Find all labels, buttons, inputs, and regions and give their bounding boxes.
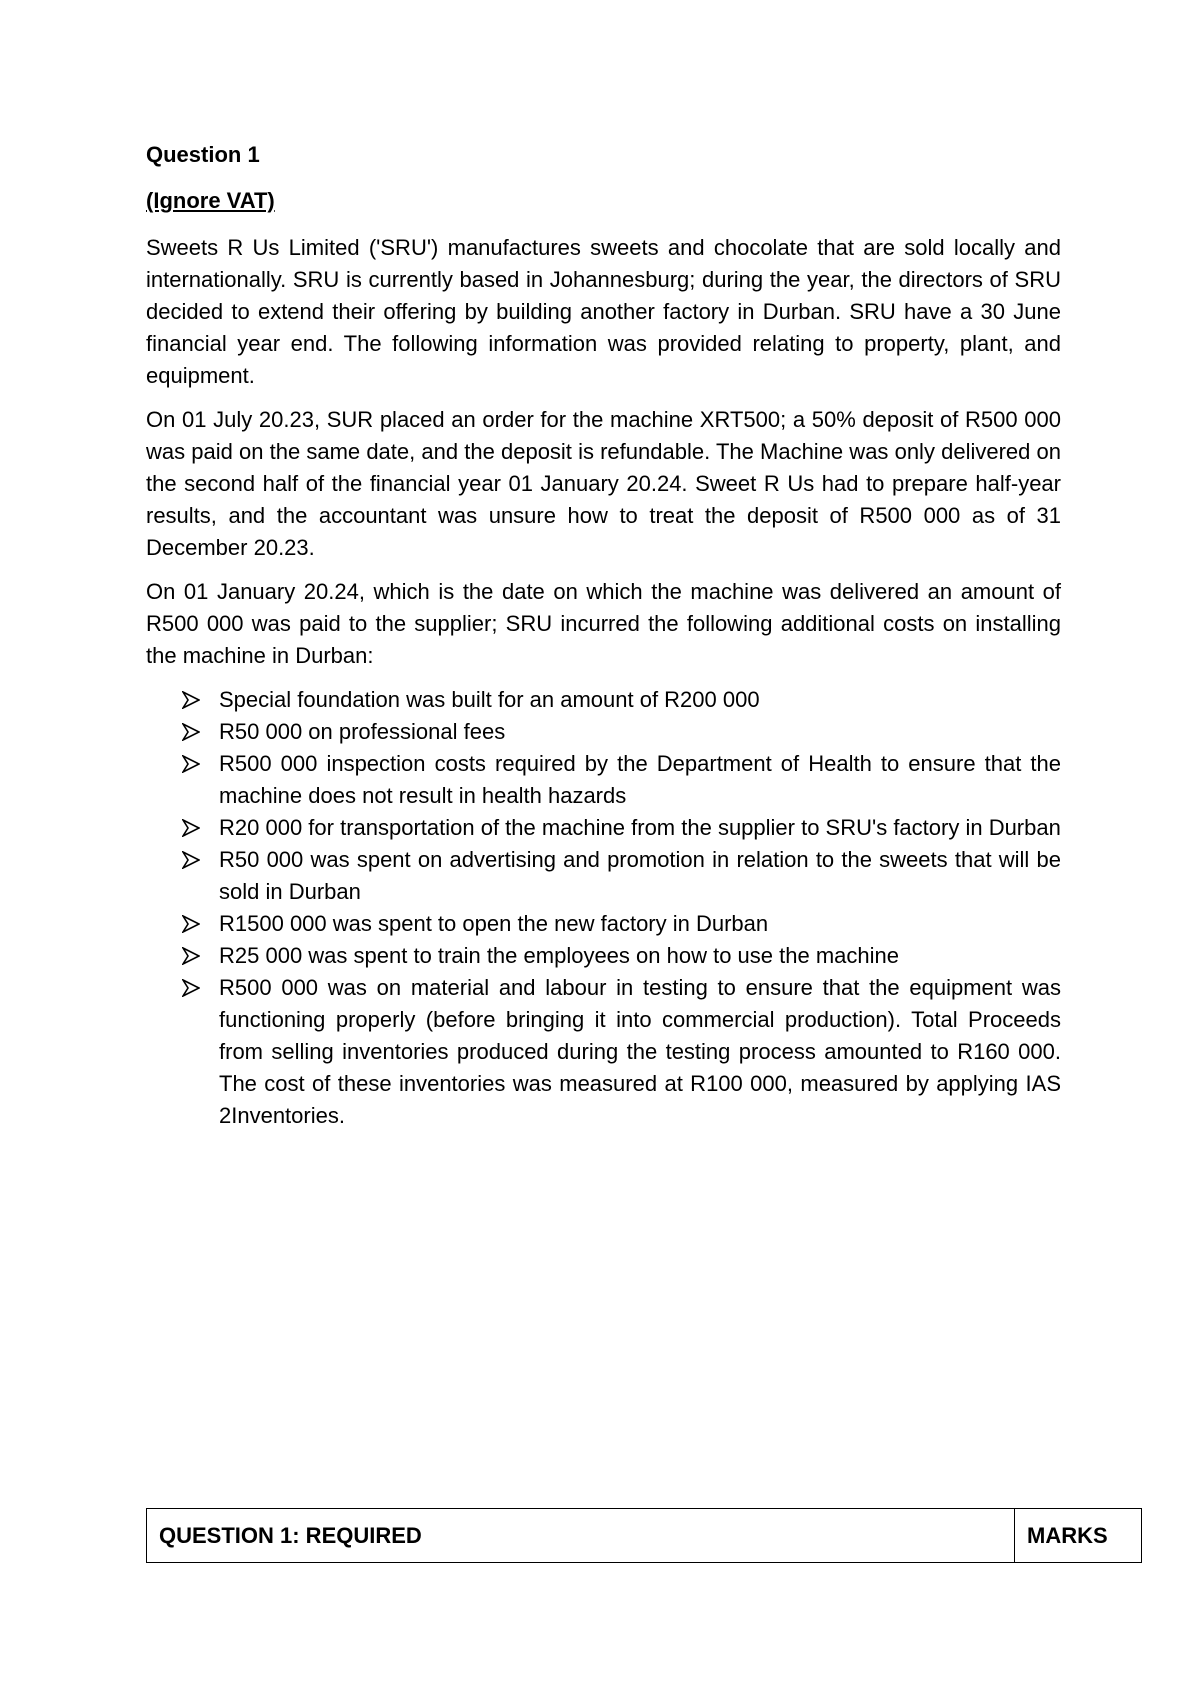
list-item [146, 844, 1061, 908]
list-item [146, 812, 1061, 844]
arrowhead-bullet-icon [182, 851, 200, 869]
list-item-text: R50 000 on professional fees [219, 719, 506, 744]
list-item-text: R20 000 for transportation of the machine from the supplier to SRU's factory in Durban [219, 815, 1061, 840]
arrowhead-bullet-icon [182, 723, 200, 741]
list-item [146, 940, 1061, 972]
arrowhead-bullet-icon [182, 979, 200, 997]
paragraph-intro: Sweets R Us Limited ('SRU') manufactures sweets and chocolate that are sold locally and internationally. SRU is currently based in Johannesburg; during the year, the directors of SRU decided to extend their offering by building another factory in Durban. SRU have a 30 June financial year end. The following information was provided relating to property, plant, and equipment. [146, 235, 1061, 388]
list-item-text: R500 000 inspection costs required by the Department of Health to ensure that the machine does not result in health hazards [219, 751, 1061, 808]
table-header-row [147, 1509, 1142, 1563]
list-item-text: R500 000 was on material and labour in testing to ensure that the equipment was functioning properly (before bringing it into commercial production). Total Proceeds from selling inventories produced during the testing process amounted to R160 000. The cost of these inventories was measured at R100 000, measured by applying IAS 2Inventories. [219, 975, 1061, 1128]
list-item [146, 684, 1061, 716]
marks-header-cell: MARKS [1015, 1509, 1142, 1563]
list-item [146, 972, 1061, 1132]
paragraph-deposit: On 01 July 20.23, SUR placed an order for the machine XRT500; a 50% deposit of R500 000 was paid on the same date, and the deposit is refundable. The Machine was only delivered on the second half of the financial year 01 January 20.24. Sweet R Us had to prepare half-year results, and the accountant was unsure how to treat the deposit of R500 000 as of 31 December 20.23. [146, 407, 1061, 560]
arrowhead-bullet-icon [182, 691, 200, 709]
question-title: Question 1 [146, 142, 260, 167]
cost-list [146, 684, 1061, 1132]
list-item [146, 716, 1061, 748]
list-item-text: R50 000 was spent on advertising and promotion in relation to the sweets that will be sold in Durban [219, 847, 1061, 904]
arrowhead-bullet-icon [182, 947, 200, 965]
arrowhead-bullet-icon [182, 755, 200, 773]
list-item-text: R1500 000 was spent to open the new factory in Durban [219, 911, 769, 936]
ignore-vat-note: (Ignore VAT) [146, 188, 275, 213]
question-section [146, 140, 1061, 1132]
arrowhead-bullet-icon [182, 915, 200, 933]
list-item-text: R25 000 was spent to train the employees on how to use the machine [219, 943, 899, 968]
arrowhead-bullet-icon [182, 819, 200, 837]
paragraph-delivery: On 01 January 20.24, which is the date on which the machine was delivered an amount of R500 000 was paid to the supplier; SRU incurred the following additional costs on installing the machine in Durban: [146, 579, 1061, 668]
list-item-text: Special foundation was built for an amount of R200 000 [219, 687, 760, 712]
required-header-cell: QUESTION 1: REQUIRED [147, 1509, 1015, 1563]
required-marks-table [146, 1508, 1142, 1563]
list-item [146, 908, 1061, 940]
list-item [146, 748, 1061, 812]
